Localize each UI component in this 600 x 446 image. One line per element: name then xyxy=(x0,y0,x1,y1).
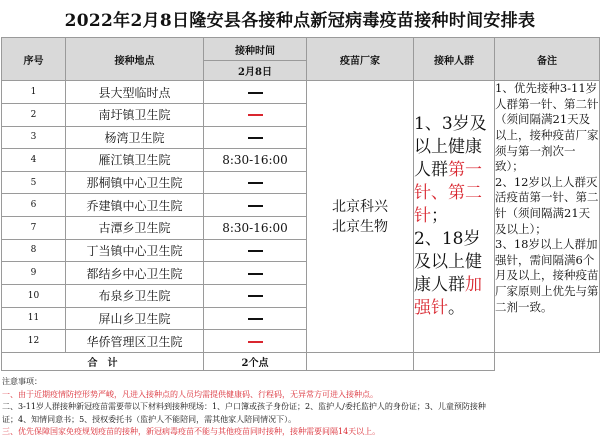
summary-empty-crowd xyxy=(414,352,495,370)
crowd-text: 2、18岁及以上健康人群 xyxy=(414,229,482,296)
row-seq: 3 xyxy=(2,126,66,149)
row-time-none xyxy=(204,103,307,126)
row-site: 布泉乡卫生院 xyxy=(66,284,204,307)
row-time-none xyxy=(204,126,307,149)
row-time: 8:30-16:00 xyxy=(204,217,307,240)
notes-section xyxy=(2,376,598,439)
crowd-text: 1、3岁及以上健康人群 xyxy=(414,114,487,181)
vendor-line: 北京科兴 xyxy=(332,198,388,215)
row-seq: 7 xyxy=(2,217,66,240)
row-site: 乔建镇中心卫生院 xyxy=(66,194,204,217)
row-seq: 1 xyxy=(2,81,66,104)
header-time: 接种时间 xyxy=(204,38,307,61)
table-body xyxy=(2,81,600,353)
row-site: 雁江镇卫生院 xyxy=(66,149,204,172)
row-site: 丁当镇中心卫生院 xyxy=(66,239,204,262)
header-site: 接种地点 xyxy=(66,38,204,81)
dash-mark xyxy=(248,273,263,275)
summary-empty-vendor xyxy=(307,352,414,370)
row-site: 那桐镇中心卫生院 xyxy=(66,171,204,194)
dash-mark xyxy=(248,92,263,94)
row-time-none xyxy=(204,307,307,330)
note-item: 三、优先保障国家免疫规划疫苗的接种，新冠病毒疫苗不能与其他疫苗同时接种，接种需要间隔14天以上。 xyxy=(2,427,381,436)
row-seq: 9 xyxy=(2,262,66,285)
note-item: 证；4、知情同意书；5、授权委托书（监护人不能陪同，需其他家人陪同情况下）。 xyxy=(2,414,297,424)
dash-mark xyxy=(248,341,263,343)
row-seq: 2 xyxy=(2,103,66,126)
remark-item: 3、18岁以上人群加强针，需间隔满6个月及以上，接种疫苗厂家原则上优先与第二剂一致。 xyxy=(495,237,599,314)
dash-mark xyxy=(248,318,263,320)
remark-item: 1、优先接种3-11岁人群第一针、第二针（须间隔满21天及以上，接种疫苗厂家须与第一剂次一致）； xyxy=(495,81,599,174)
notes-heading: 注意事项： xyxy=(2,377,42,386)
row-time-none xyxy=(204,262,307,285)
crowd-text: 。 xyxy=(448,298,465,319)
row-site: 古潭乡卫生院 xyxy=(66,217,204,240)
row-site: 县大型临时点 xyxy=(66,81,204,104)
row-seq: 8 xyxy=(2,239,66,262)
row-time-none xyxy=(204,239,307,262)
row-site: 屏山乡卫生院 xyxy=(66,307,204,330)
row-time-none xyxy=(204,284,307,307)
dash-mark xyxy=(248,250,263,252)
remark-cell xyxy=(495,81,600,353)
header-remark: 备注 xyxy=(495,38,600,81)
summary-label: 合 计 xyxy=(2,352,204,370)
table-row xyxy=(2,81,600,104)
row-seq: 10 xyxy=(2,284,66,307)
row-site: 华侨管理区卫生院 xyxy=(66,330,204,353)
row-time-none xyxy=(204,194,307,217)
row-seq: 4 xyxy=(2,149,66,172)
schedule-table xyxy=(1,37,600,371)
row-time-none xyxy=(204,171,307,194)
crowd-cell xyxy=(414,81,495,353)
row-seq: 11 xyxy=(2,307,66,330)
row-seq: 6 xyxy=(2,194,66,217)
dash-mark xyxy=(248,205,263,207)
summary-value: 2个点 xyxy=(204,352,307,370)
header-date: 2月8日 xyxy=(204,61,307,81)
header-crowd: 接种人群 xyxy=(414,38,495,81)
crowd-highlight: 加强针 xyxy=(414,275,482,319)
header-seq: 序号 xyxy=(2,38,66,81)
page-title: 2022年2月8日隆安县各接种点新冠病毒疫苗接种时间安排表 xyxy=(64,11,536,31)
summary-row xyxy=(2,352,600,370)
crowd-text: ； xyxy=(431,206,448,227)
row-site: 南圩镇卫生院 xyxy=(66,103,204,126)
header-vendor: 疫苗厂家 xyxy=(307,38,414,81)
row-time-none xyxy=(204,330,307,353)
row-seq: 12 xyxy=(2,330,66,353)
note-item: 一、由于近期疫情防控形势严峻，凡进入接种点的人员均需提供健康码、行程码，无异常方可进入接种点。 xyxy=(2,389,378,399)
row-time: 8:30-16:00 xyxy=(204,149,307,172)
remark-item: 2、12岁以上人群灭活疫苗第一针、第二针（须间隔满21天及以上）； xyxy=(495,174,599,236)
dash-mark xyxy=(248,295,263,297)
note-item: 二、3-11岁人群接种新冠疫苗需要带以下材料到接种现场：1、户口簿或孩子身份证；2、监护人/委托监护人的身份证；3、儿童预防接种 xyxy=(2,402,486,411)
row-site: 杨湾卫生院 xyxy=(66,126,204,149)
crowd-highlight: 第一针、第二针 xyxy=(414,160,482,227)
vendor-line: 北京生物 xyxy=(332,218,388,235)
row-time-none xyxy=(204,81,307,104)
dash-mark xyxy=(248,114,263,116)
row-seq: 5 xyxy=(2,171,66,194)
row-site: 都结乡中心卫生院 xyxy=(66,262,204,285)
header-row xyxy=(2,38,600,61)
vendor-cell xyxy=(307,81,414,353)
dash-mark xyxy=(248,182,263,184)
dash-mark xyxy=(248,137,263,139)
